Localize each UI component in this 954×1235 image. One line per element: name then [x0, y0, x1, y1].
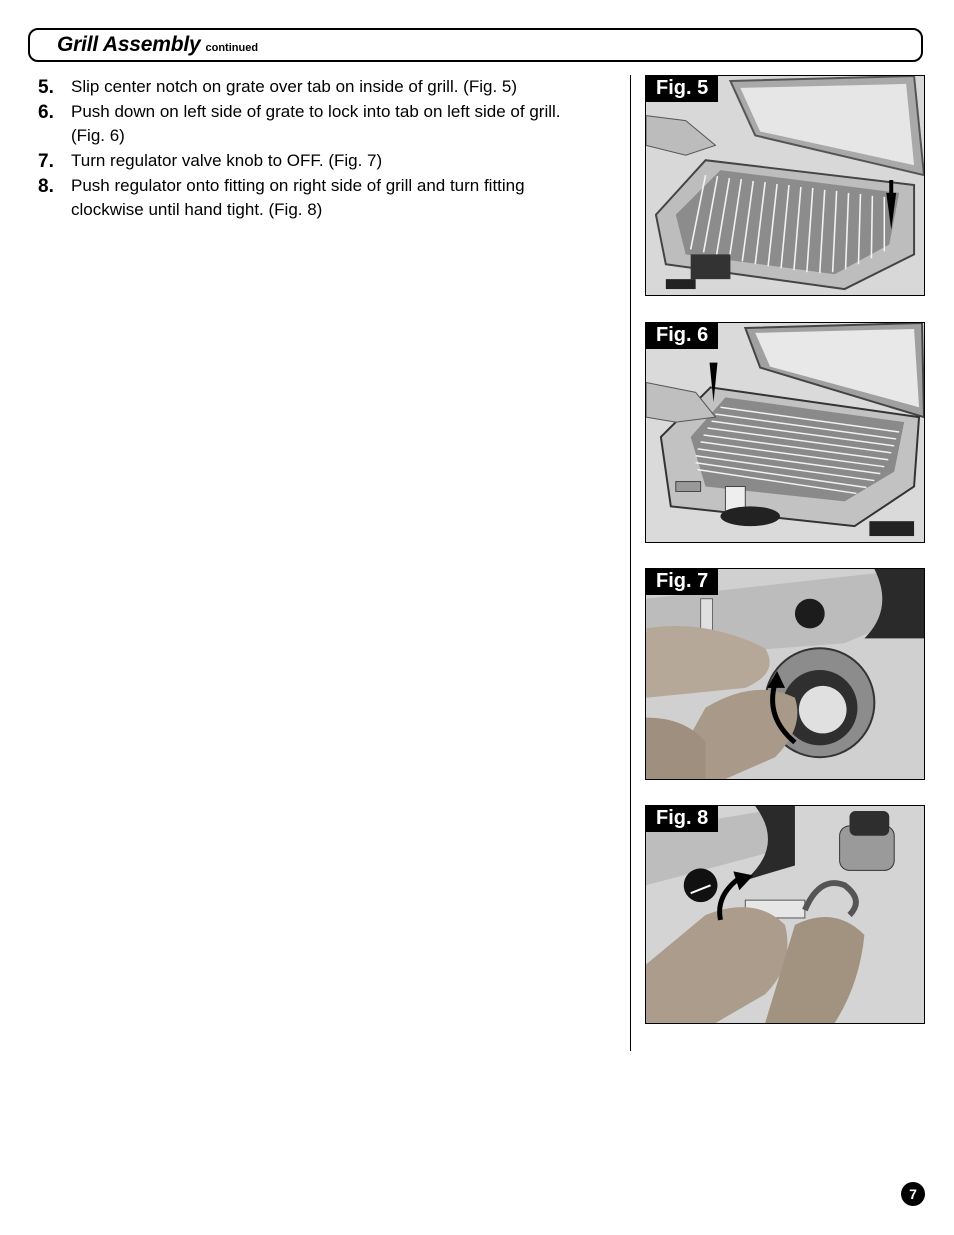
grate-lock-illustration — [646, 323, 924, 542]
regulator-knob-illustration — [646, 569, 924, 779]
step-text: Turn regulator valve knob to OFF. (Fig. 7) — [71, 151, 383, 170]
step-number: 5. — [38, 77, 54, 98]
section-header — [28, 28, 923, 62]
figure-7 — [645, 568, 925, 780]
figure-label: Fig. 8 — [646, 806, 718, 832]
step-item — [38, 149, 598, 173]
column-divider — [630, 75, 631, 1051]
step-text: Push regulator onto fitting on right side of grill and turn fitting clockwise until hand tight. (Fig. 8) — [71, 176, 525, 219]
figure-8 — [645, 805, 925, 1024]
figure-label: Fig. 5 — [646, 76, 718, 102]
step-number: 8. — [38, 176, 54, 197]
section-title — [57, 33, 258, 57]
step-number: 6. — [38, 102, 54, 123]
figure-label: Fig. 7 — [646, 569, 718, 595]
step-text: Slip center notch on grate over tab on inside of grill. (Fig. 5) — [71, 77, 518, 96]
assembly-steps — [38, 75, 598, 223]
step-number: 7. — [38, 151, 54, 172]
page-number: 7 — [901, 1182, 925, 1206]
section-subtitle: continued — [205, 42, 259, 54]
step-text: Push down on left side of grate to lock into tab on left side of grill. (Fig. 6) — [71, 102, 561, 145]
figure-label: Fig. 6 — [646, 323, 718, 349]
section-title-text: Grill Assembly — [57, 33, 201, 56]
step-item — [38, 100, 598, 148]
step-item — [38, 174, 598, 222]
figure-5 — [645, 75, 925, 296]
figure-6 — [645, 322, 925, 543]
grill-grate-illustration — [646, 76, 924, 295]
regulator-attach-illustration — [646, 806, 924, 1023]
step-item — [38, 75, 598, 99]
